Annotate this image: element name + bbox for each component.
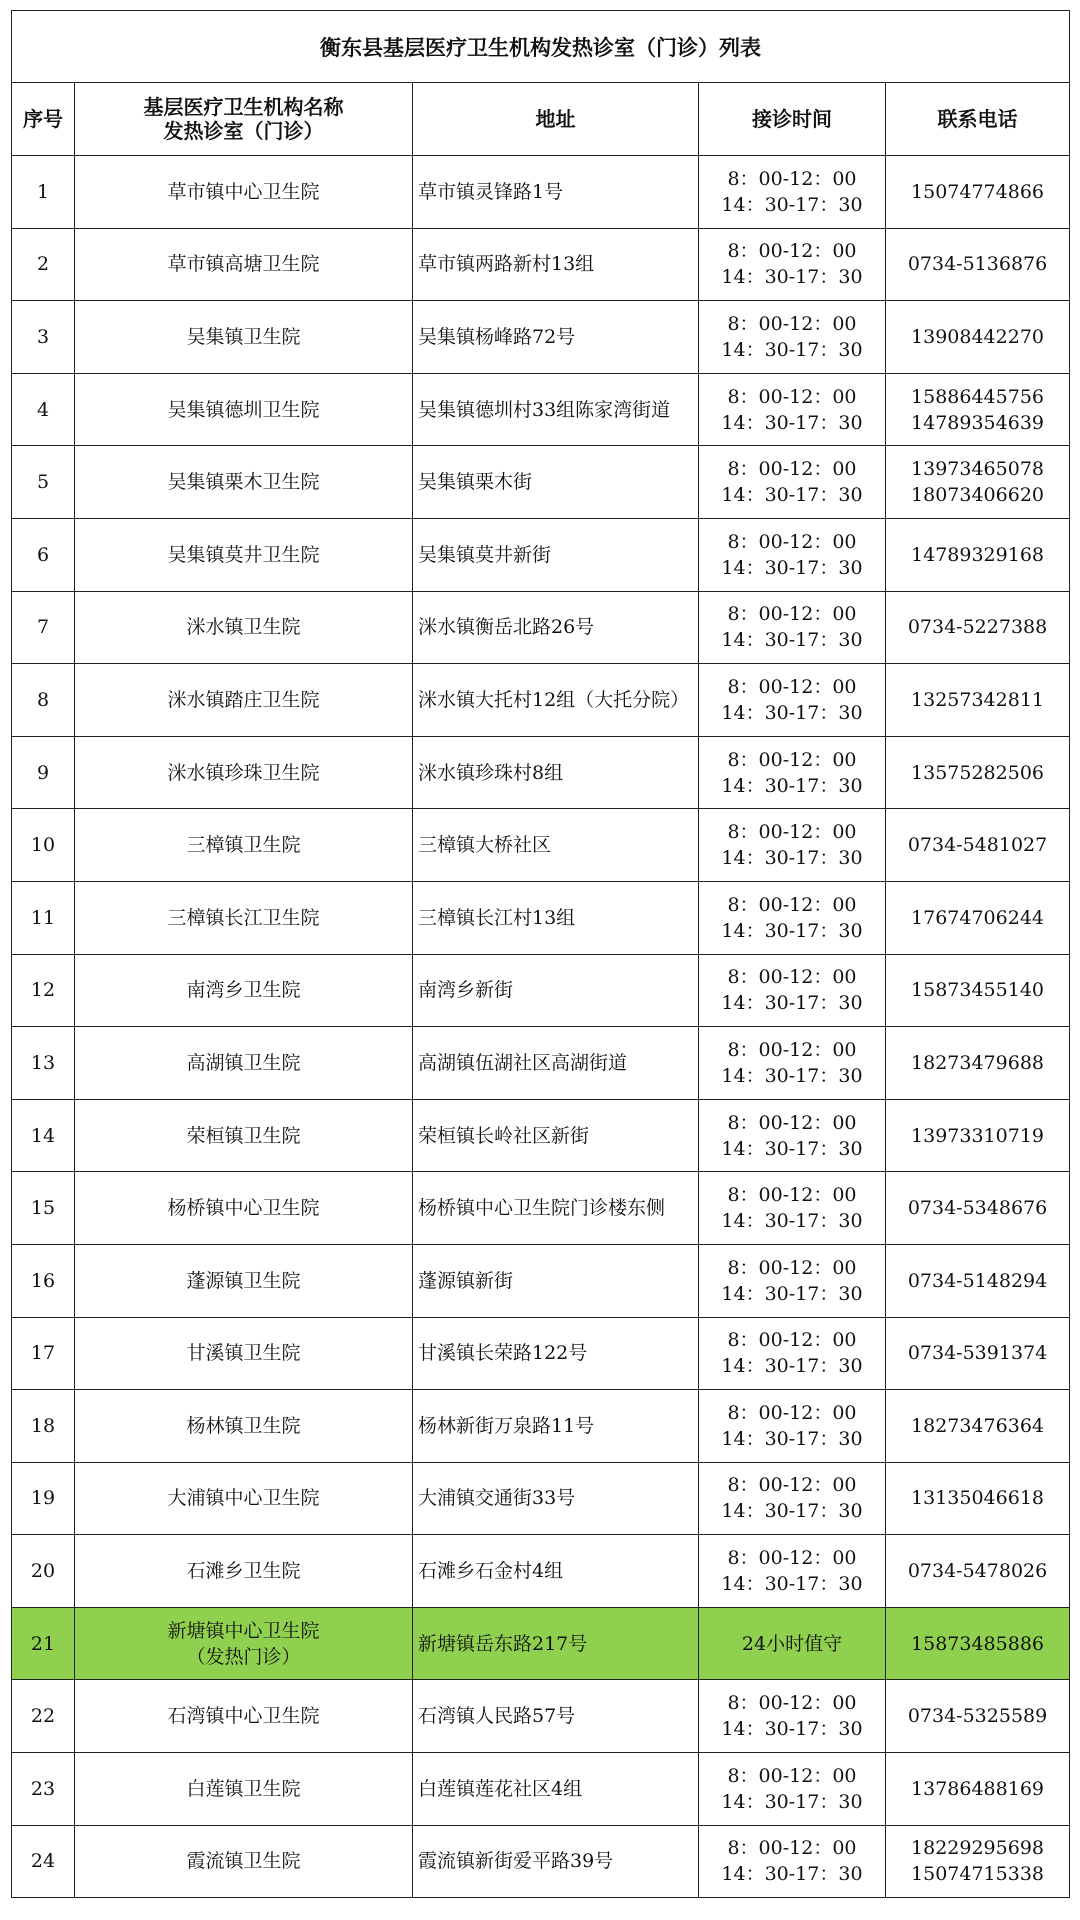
row-clinic-name <box>75 1027 413 1100</box>
row-address: 石滩乡石金村4组 <box>413 1535 699 1608</box>
clinic-name-line: 荣桓镇卫生院 <box>186 1124 301 1147</box>
row-hours <box>699 156 886 229</box>
hours-line: 8：00-12：00 <box>727 1038 857 1061</box>
row-hours <box>699 446 886 519</box>
row-index: 17 <box>12 1317 75 1390</box>
row-hours <box>699 1099 886 1172</box>
row-phone <box>886 1680 1070 1753</box>
row-index: 10 <box>12 809 75 882</box>
row-phone <box>886 591 1070 664</box>
row-address: 洣水镇珍珠村8组 <box>413 736 699 809</box>
row-hours <box>699 664 886 737</box>
hours-line: 14：30-17：30 <box>721 629 863 652</box>
row-clinic-name <box>75 1680 413 1753</box>
row-address: 荣桓镇长岭社区新街 <box>413 1099 699 1172</box>
hours-line: 8：00-12：00 <box>727 458 857 481</box>
row-index: 2 <box>12 228 75 301</box>
row-address: 洣水镇大托村12组（大托分院） <box>413 664 699 737</box>
hours-line: 8：00-12：00 <box>727 312 857 335</box>
header-index: 序号 <box>12 83 75 156</box>
clinic-name-line: 洣水镇踏庄卫生院 <box>167 688 320 711</box>
row-clinic-name <box>75 591 413 664</box>
clinic-name-line: 洣水镇卫生院 <box>186 616 301 639</box>
phone-line: 0734-5227388 <box>907 616 1048 639</box>
clinic-table <box>11 10 1070 1898</box>
row-address: 洣水镇衡岳北路26号 <box>413 591 699 664</box>
row-phone <box>886 1462 1070 1535</box>
header-name <box>75 83 413 156</box>
table-row <box>12 446 1070 519</box>
hours-line: 14：30-17：30 <box>721 193 863 216</box>
row-clinic-name <box>75 373 413 446</box>
row-index: 4 <box>12 373 75 446</box>
row-phone <box>886 1825 1070 1898</box>
table-row <box>12 1317 1070 1390</box>
row-phone <box>886 664 1070 737</box>
row-address: 新塘镇岳东路217号 <box>413 1607 699 1680</box>
row-index: 13 <box>12 1027 75 1100</box>
table-row <box>12 881 1070 954</box>
row-hours <box>699 1825 886 1898</box>
phone-line: 14789329168 <box>911 543 1045 566</box>
row-address: 杨林新街万泉路11号 <box>413 1390 699 1463</box>
hours-line: 8：00-12：00 <box>727 675 857 698</box>
row-phone <box>886 446 1070 519</box>
row-hours <box>699 1390 886 1463</box>
clinic-name-line: 杨林镇卫生院 <box>186 1414 301 1437</box>
row-clinic-name <box>75 228 413 301</box>
row-address: 吴集镇德圳村33组陈家湾街道 <box>413 373 699 446</box>
clinic-name-line: 吴集镇卫生院 <box>186 325 301 348</box>
table-row <box>12 954 1070 1027</box>
row-clinic-name <box>75 809 413 882</box>
hours-line: 8：00-12：00 <box>727 1111 857 1134</box>
row-index: 20 <box>12 1535 75 1608</box>
table-row <box>12 664 1070 737</box>
hours-line: 8：00-12：00 <box>727 1184 857 1207</box>
row-address: 甘溪镇长荣路122号 <box>413 1317 699 1390</box>
phone-line: 0734-5348676 <box>907 1197 1048 1220</box>
table-row <box>12 1390 1070 1463</box>
row-hours <box>699 518 886 591</box>
header-hours: 接诊时间 <box>699 83 886 156</box>
row-hours <box>699 1027 886 1100</box>
row-clinic-name <box>75 1753 413 1826</box>
hours-line: 8：00-12：00 <box>727 1547 857 1570</box>
row-hours <box>699 881 886 954</box>
row-address: 三樟镇大桥社区 <box>413 809 699 882</box>
clinic-name-line: 石滩乡卫生院 <box>186 1560 301 1583</box>
phone-line: 18273476364 <box>911 1414 1045 1437</box>
row-hours <box>699 1462 886 1535</box>
table-row <box>12 1027 1070 1100</box>
clinic-name-line: 新塘镇中心卫生院 <box>167 1619 320 1642</box>
row-phone <box>886 156 1070 229</box>
row-address: 杨桥镇中心卫生院门诊楼东侧 <box>413 1172 699 1245</box>
hours-line: 14：30-17：30 <box>721 1500 863 1523</box>
table-row <box>12 1244 1070 1317</box>
row-clinic-name <box>75 1825 413 1898</box>
hours-line: 14：30-17：30 <box>721 1427 863 1450</box>
row-index: 11 <box>12 881 75 954</box>
clinic-name-line: 蓬源镇卫生院 <box>186 1269 301 1292</box>
phone-line: 13786488169 <box>911 1777 1045 1800</box>
row-address: 吴集镇杨峰路72号 <box>413 301 699 374</box>
phone-line: 17674706244 <box>911 906 1045 929</box>
hours-line: 8：00-12：00 <box>727 1764 857 1787</box>
phone-line: 15074774866 <box>911 180 1045 203</box>
hours-line: 24小时值守 <box>741 1632 843 1655</box>
clinic-name-line: 白莲镇卫生院 <box>186 1777 301 1800</box>
row-address: 大浦镇交通街33号 <box>413 1462 699 1535</box>
phone-line: 13908442270 <box>911 325 1045 348</box>
hours-line: 14：30-17：30 <box>721 1137 863 1160</box>
row-hours <box>699 1607 886 1680</box>
phone-line: 14789354639 <box>911 411 1045 434</box>
row-clinic-name <box>75 1172 413 1245</box>
row-phone <box>886 301 1070 374</box>
row-hours <box>699 591 886 664</box>
row-hours <box>699 809 886 882</box>
row-clinic-name <box>75 446 413 519</box>
row-hours <box>699 301 886 374</box>
table-row <box>12 809 1070 882</box>
row-index: 1 <box>12 156 75 229</box>
row-clinic-name <box>75 156 413 229</box>
row-address: 南湾乡新街 <box>413 954 699 1027</box>
row-address: 三樟镇长江村13组 <box>413 881 699 954</box>
clinic-name-line: 草市镇中心卫生院 <box>167 180 320 203</box>
row-hours <box>699 228 886 301</box>
hours-line: 14：30-17：30 <box>721 411 863 434</box>
row-index: 24 <box>12 1825 75 1898</box>
row-phone <box>886 1753 1070 1826</box>
row-hours <box>699 1680 886 1753</box>
clinic-name-line: 吴集镇德圳卫生院 <box>167 398 320 421</box>
phone-line: 0734-5391374 <box>907 1342 1048 1365</box>
row-clinic-name <box>75 1099 413 1172</box>
row-index: 16 <box>12 1244 75 1317</box>
row-index: 12 <box>12 954 75 1027</box>
row-index: 5 <box>12 446 75 519</box>
hours-line: 14：30-17：30 <box>721 1064 863 1087</box>
row-index: 14 <box>12 1099 75 1172</box>
hours-line: 14：30-17：30 <box>721 774 863 797</box>
row-clinic-name <box>75 518 413 591</box>
row-clinic-name <box>75 1390 413 1463</box>
hours-line: 14：30-17：30 <box>721 1282 863 1305</box>
hours-line: 8：00-12：00 <box>727 821 857 844</box>
hours-line: 8：00-12：00 <box>727 1837 857 1860</box>
hours-line: 14：30-17：30 <box>721 1863 863 1886</box>
row-phone <box>886 1535 1070 1608</box>
phone-line: 0734-5148294 <box>907 1269 1048 1292</box>
row-hours <box>699 373 886 446</box>
row-index: 23 <box>12 1753 75 1826</box>
row-phone <box>886 1099 1070 1172</box>
phone-line: 0734-5325589 <box>907 1705 1048 1728</box>
hours-line: 8：00-12：00 <box>727 385 857 408</box>
phone-line: 15886445756 <box>911 385 1045 408</box>
table-row <box>12 156 1070 229</box>
hours-line: 14：30-17：30 <box>721 1210 863 1233</box>
phone-line: 18273479688 <box>911 1051 1045 1074</box>
row-clinic-name <box>75 881 413 954</box>
phone-line: 18073406620 <box>911 484 1045 507</box>
hours-line: 8：00-12：00 <box>727 167 857 190</box>
row-address: 霞流镇新街爱平路39号 <box>413 1825 699 1898</box>
row-clinic-name <box>75 1317 413 1390</box>
table-row <box>12 1825 1070 1898</box>
hours-line: 8：00-12：00 <box>727 1256 857 1279</box>
phone-line: 13973310719 <box>911 1124 1045 1147</box>
row-clinic-name <box>75 1535 413 1608</box>
phone-line: 13973465078 <box>911 458 1045 481</box>
clinic-name-line: 南湾乡卫生院 <box>186 979 301 1002</box>
clinic-name-line: 石湾镇中心卫生院 <box>167 1705 320 1728</box>
clinic-name-line: （发热门诊） <box>186 1645 301 1668</box>
hours-line: 8：00-12：00 <box>727 1401 857 1424</box>
row-phone <box>886 1244 1070 1317</box>
row-phone <box>886 1172 1070 1245</box>
header-address: 地址 <box>413 83 699 156</box>
row-phone <box>886 518 1070 591</box>
clinic-name-line: 甘溪镇卫生院 <box>186 1342 301 1365</box>
phone-line: 15873485886 <box>911 1632 1045 1655</box>
row-hours <box>699 736 886 809</box>
row-address: 草市镇两路新村13组 <box>413 228 699 301</box>
header-name-line1: 基层医疗卫生机构名称 <box>143 95 344 119</box>
row-phone <box>886 373 1070 446</box>
header-row <box>12 83 1070 156</box>
table-row <box>12 301 1070 374</box>
row-address: 石湾镇人民路57号 <box>413 1680 699 1753</box>
row-phone <box>886 736 1070 809</box>
row-phone <box>886 809 1070 882</box>
hours-line: 8：00-12：00 <box>727 893 857 916</box>
hours-line: 14：30-17：30 <box>721 1718 863 1741</box>
row-address: 高湖镇伍湖社区高湖街道 <box>413 1027 699 1100</box>
row-index: 7 <box>12 591 75 664</box>
row-address: 白莲镇莲花社区4组 <box>413 1753 699 1826</box>
table-row <box>12 736 1070 809</box>
phone-line: 18229295698 <box>911 1837 1045 1860</box>
row-hours <box>699 954 886 1027</box>
table-body <box>12 156 1070 1898</box>
clinic-name-line: 吴集镇莫井卫生院 <box>167 543 320 566</box>
header-phone: 联系电话 <box>886 83 1070 156</box>
table-row <box>12 373 1070 446</box>
phone-line: 0734-5478026 <box>907 1560 1048 1583</box>
row-clinic-name <box>75 1244 413 1317</box>
hours-line: 14：30-17：30 <box>721 992 863 1015</box>
row-clinic-name <box>75 736 413 809</box>
phone-line: 15873455140 <box>911 979 1045 1002</box>
clinic-name-line: 杨桥镇中心卫生院 <box>167 1197 320 1220</box>
row-phone <box>886 881 1070 954</box>
row-phone <box>886 1027 1070 1100</box>
row-index: 6 <box>12 518 75 591</box>
hours-line: 8：00-12：00 <box>727 240 857 263</box>
clinic-name-line: 草市镇高塘卫生院 <box>167 253 320 276</box>
row-clinic-name <box>75 664 413 737</box>
row-phone <box>886 954 1070 1027</box>
row-clinic-name <box>75 1462 413 1535</box>
phone-line: 15074715338 <box>911 1863 1045 1886</box>
phone-line: 0734-5481027 <box>907 834 1048 857</box>
row-address: 吴集镇莫井新街 <box>413 518 699 591</box>
row-address: 草市镇灵锋路1号 <box>413 156 699 229</box>
row-index: 15 <box>12 1172 75 1245</box>
header-name-line2: 发热诊室（门诊） <box>163 119 324 143</box>
clinic-name-line: 三樟镇长江卫生院 <box>167 906 320 929</box>
hours-line: 8：00-12：00 <box>727 1692 857 1715</box>
table-row <box>12 1535 1070 1608</box>
hours-line: 14：30-17：30 <box>721 556 863 579</box>
phone-line: 13575282506 <box>911 761 1045 784</box>
hours-line: 8：00-12：00 <box>727 1329 857 1352</box>
table-row <box>12 591 1070 664</box>
row-index: 22 <box>12 1680 75 1753</box>
row-hours <box>699 1317 886 1390</box>
table-row <box>12 518 1070 591</box>
clinic-name-line: 吴集镇栗木卫生院 <box>167 471 320 494</box>
table-row <box>12 1099 1070 1172</box>
row-hours <box>699 1535 886 1608</box>
row-address: 蓬源镇新街 <box>413 1244 699 1317</box>
clinic-name-line: 高湖镇卫生院 <box>186 1051 301 1074</box>
phone-line: 0734-5136876 <box>907 253 1048 276</box>
row-clinic-name <box>75 1607 413 1680</box>
table-row <box>12 1753 1070 1826</box>
table-title: 衡东县基层医疗卫生机构发热诊室（门诊）列表 <box>12 11 1070 83</box>
hours-line: 14：30-17：30 <box>721 338 863 361</box>
row-address: 吴集镇栗木街 <box>413 446 699 519</box>
row-hours <box>699 1172 886 1245</box>
table-row <box>12 228 1070 301</box>
hours-line: 14：30-17：30 <box>721 1573 863 1596</box>
hours-line: 14：30-17：30 <box>721 701 863 724</box>
row-hours <box>699 1244 886 1317</box>
clinic-name-line: 大浦镇中心卫生院 <box>167 1487 320 1510</box>
row-index: 9 <box>12 736 75 809</box>
table-row <box>12 1680 1070 1753</box>
clinic-name-line: 霞流镇卫生院 <box>186 1850 301 1873</box>
row-hours <box>699 1753 886 1826</box>
row-index: 21 <box>12 1607 75 1680</box>
row-index: 3 <box>12 301 75 374</box>
row-phone <box>886 1317 1070 1390</box>
hours-line: 14：30-17：30 <box>721 1790 863 1813</box>
row-phone <box>886 228 1070 301</box>
hours-line: 14：30-17：30 <box>721 847 863 870</box>
row-phone <box>886 1390 1070 1463</box>
row-clinic-name <box>75 954 413 1027</box>
hours-line: 8：00-12：00 <box>727 530 857 553</box>
row-index: 19 <box>12 1462 75 1535</box>
table-row <box>12 1462 1070 1535</box>
row-phone <box>886 1607 1070 1680</box>
hours-line: 14：30-17：30 <box>721 1355 863 1378</box>
clinic-name-line: 洣水镇珍珠卫生院 <box>167 761 320 784</box>
phone-line: 13135046618 <box>911 1487 1045 1510</box>
document-sheet <box>11 10 1069 1898</box>
hours-line: 14：30-17：30 <box>721 919 863 942</box>
row-index: 8 <box>12 664 75 737</box>
hours-line: 14：30-17：30 <box>721 266 863 289</box>
hours-line: 8：00-12：00 <box>727 748 857 771</box>
row-clinic-name <box>75 301 413 374</box>
clinic-name-line: 三樟镇卫生院 <box>186 834 301 857</box>
table-row <box>12 1172 1070 1245</box>
hours-line: 8：00-12：00 <box>727 1474 857 1497</box>
table-row <box>12 1607 1070 1680</box>
hours-line: 8：00-12：00 <box>727 966 857 989</box>
hours-line: 14：30-17：30 <box>721 484 863 507</box>
row-index: 18 <box>12 1390 75 1463</box>
phone-line: 13257342811 <box>911 688 1045 711</box>
hours-line: 8：00-12：00 <box>727 603 857 626</box>
